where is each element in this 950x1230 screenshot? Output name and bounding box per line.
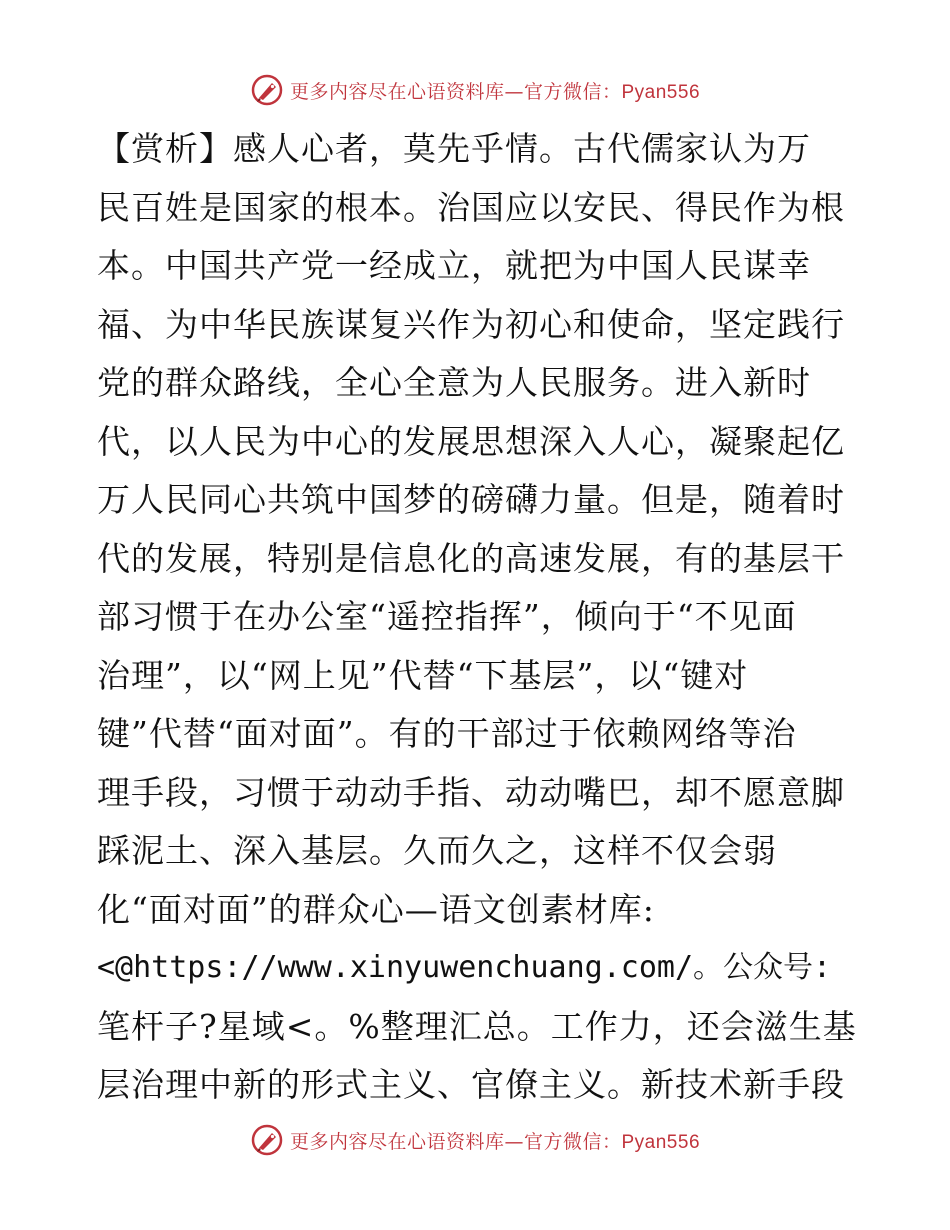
body-line: 【赏析】感人心者，莫先乎情。古代儒家认为万	[97, 129, 811, 168]
header-banner	[0, 70, 950, 110]
header-banner-text	[290, 77, 700, 104]
pen-nib-logo-icon	[250, 73, 284, 107]
body-line: 治理”，以“网上见”代替“下基层”，以“键对	[97, 655, 749, 695]
body-line: 化“面对面”的群众心—语文创素材库:	[97, 889, 655, 929]
banner-main-text: 更多内容尽在心语资料库	[289, 1130, 505, 1153]
body-line: 福、为中华民族谋复兴作为初心和使命，坚定践行	[97, 304, 845, 344]
body-line-url: <@https://www.xinyuwenchuang.com/。公众号:	[97, 950, 832, 985]
body-line: 党的群众路线，全心全意为人民服务。进入新时	[97, 363, 811, 402]
body-line: 民百姓是国家的根本。治国应以安民、得民作为根	[97, 187, 845, 227]
body-line: 踩泥土、深入基层。久而久之，这样不仅会弱	[97, 831, 777, 870]
footer-banner-text	[290, 1127, 700, 1154]
body-line: 代的发展，特别是信息化的高速发展，有的基层干	[97, 538, 845, 578]
body-line: 笔杆子?星域<。%整理汇总。工作力，还会滋生基	[97, 1006, 857, 1046]
pen-nib-logo-icon	[250, 1123, 284, 1157]
banner-dash: —	[504, 80, 524, 103]
banner-wechat-id: Pyan556	[621, 1131, 701, 1153]
body-line: 层治理中新的形式主义、官僚主义。新技术新手段	[97, 1065, 845, 1104]
footer-banner	[0, 1120, 950, 1160]
banner-main-text: 更多内容尽在心语资料库	[289, 80, 505, 103]
banner-wechat-label: 官方微信：	[523, 1130, 622, 1153]
body-line: 万人民同心共筑中国梦的磅礴力量。但是，随着时	[97, 480, 845, 519]
banner-dash: —	[504, 1130, 524, 1153]
document-body	[97, 120, 857, 1115]
body-line: 部习惯于在办公室“遥控指挥”，倾向于“不见面	[97, 597, 797, 636]
body-line: 键”代替“面对面”。有的干部过于依赖网络等治	[97, 714, 797, 753]
banner-wechat-label: 官方微信：	[523, 80, 622, 103]
banner-wechat-id: Pyan556	[621, 81, 701, 103]
body-line: 代，以人民为中心的发展思想深入人心，凝聚起亿	[97, 421, 845, 461]
body-line: 本。中国共产党一经成立，就把为中国人民谋幸	[97, 246, 811, 285]
body-line: 理手段，习惯于动动手指、动动嘴巴，却不愿意脚	[97, 772, 845, 812]
